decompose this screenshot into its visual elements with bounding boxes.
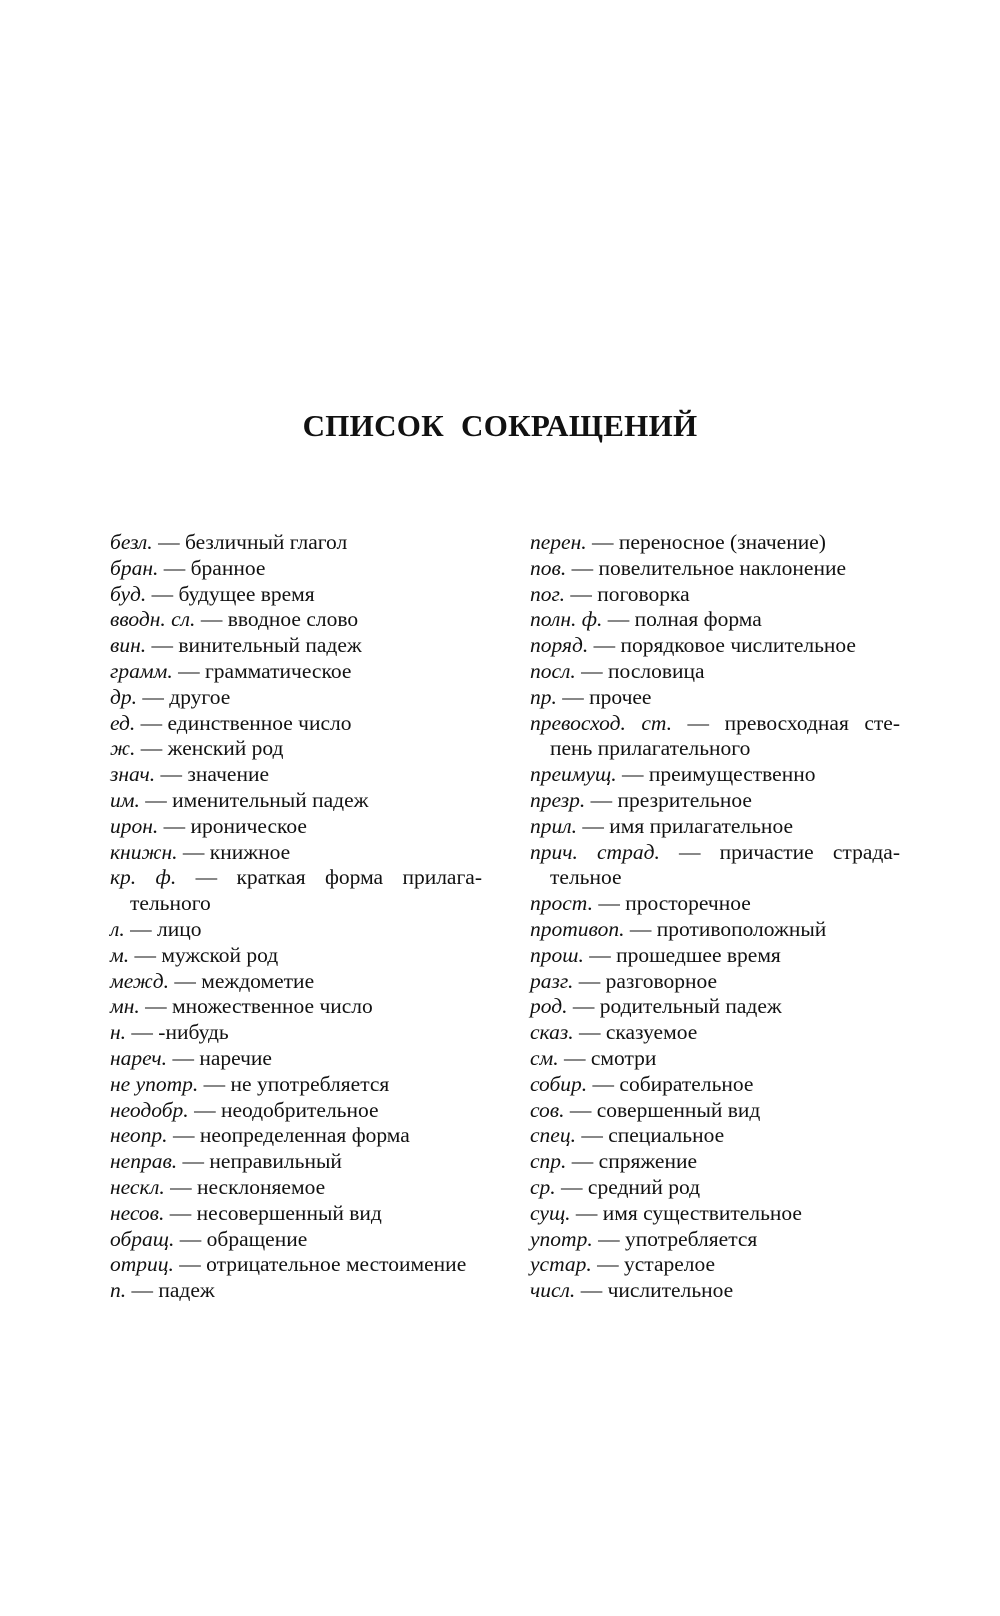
abbreviation-definition: причастие страда-тельное — [550, 839, 901, 890]
abbreviation-entry: прил. — имя прилагательное — [530, 813, 793, 838]
abbreviation-definition: книжное — [209, 839, 291, 864]
abbreviation-definition: совершенный вид — [596, 1097, 761, 1122]
abbreviation-entry: межд. — междометие — [110, 968, 315, 993]
abbreviation-entry: спец. — специальное — [530, 1123, 725, 1148]
abbreviation-definition: будущее время — [178, 581, 315, 606]
abbreviation-definition: преимущественно — [648, 762, 816, 787]
abbreviation-definition: сказуемое — [605, 1020, 698, 1045]
abbreviation-entry: др. — другое — [110, 684, 231, 709]
abbreviation-term: перен. — [530, 530, 587, 554]
abbreviation-term: превосход. ст. — [530, 710, 673, 735]
abbreviation-term: неопр. — [110, 1123, 168, 1148]
abbreviation-definition: прочее — [589, 684, 652, 709]
abbreviation-definition: не употребляется — [230, 1071, 390, 1096]
abbreviation-entry: пог. — поговорка — [530, 581, 690, 606]
abbreviation-term: устар. — [530, 1252, 592, 1277]
abbreviation-term: книжн. — [110, 839, 178, 864]
abbreviation-definition: специальное — [608, 1123, 725, 1148]
abbreviation-definition: спряжение — [598, 1149, 698, 1174]
abbreviation-term: полн. ф. — [530, 607, 603, 632]
abbreviation-entry: грамм. — грамматическое — [110, 658, 352, 683]
abbreviation-term: п. — [110, 1278, 127, 1303]
abbreviation-definition: множественное число — [172, 994, 373, 1019]
abbreviation-term: числ. — [530, 1278, 576, 1303]
abbreviation-definition: ироническое — [190, 813, 307, 838]
abbreviation-term: ирон. — [110, 813, 159, 838]
abbreviation-definition: бранное — [190, 555, 266, 580]
abbreviation-entry: род. — родительный падеж — [530, 994, 782, 1019]
abbreviation-entry: прост. — просторечное — [530, 891, 751, 916]
abbreviation-term: вин. — [110, 633, 147, 658]
abbreviation-entry: перен. — переносное (значение) — [530, 530, 826, 554]
abbreviation-entry: прош. — прошедшее время — [530, 942, 781, 967]
abbreviation-entry: противоп. — противоположный — [530, 916, 827, 941]
abbreviation-definition: несклоняемое — [196, 1174, 326, 1199]
abbreviation-term: спр. — [530, 1149, 567, 1174]
abbreviation-term: нескл. — [110, 1174, 165, 1199]
abbreviation-definition: употребляется — [624, 1226, 758, 1251]
abbreviation-term: ж. — [110, 736, 136, 761]
abbreviation-term: межд. — [110, 968, 169, 993]
abbreviation-definition: порядковое числительное — [620, 633, 856, 658]
abbreviation-term: см. — [530, 1045, 559, 1070]
page-title: СПИСОК СОКРАЩЕНИЙ — [302, 408, 698, 443]
abbreviation-entry: собир. — собирательное — [530, 1071, 754, 1096]
abbreviation-definition: собирательное — [619, 1071, 754, 1096]
abbreviation-entry: ед. — единственное число — [110, 710, 352, 735]
abbreviation-term: вводн. сл. — [110, 607, 196, 632]
abbreviation-entry: вводн. сл. — вводное слово — [110, 607, 359, 632]
abbreviation-entry: спр. — спряжение — [530, 1149, 698, 1174]
abbreviation-definition: междометие — [201, 968, 315, 993]
abbreviation-entry: обращ. — обращение — [110, 1226, 308, 1251]
abbreviation-term: ср. — [530, 1174, 556, 1199]
abbreviation-entry: ж. — женский род — [110, 736, 284, 761]
abbreviation-entry: не употр. — не употребляется — [110, 1071, 390, 1096]
abbreviation-term: не употр. — [110, 1071, 199, 1096]
abbreviation-term: сов. — [530, 1097, 565, 1122]
abbreviation-definition: превосходная сте-пень прилагательного — [550, 710, 900, 761]
abbreviation-definition: просторечное — [625, 891, 751, 916]
abbreviation-term: ед. — [110, 710, 136, 735]
abbreviation-definition: средний род — [587, 1174, 701, 1199]
abbreviation-entry: м. — мужской род — [110, 942, 279, 967]
abbreviation-term: прил. — [530, 813, 577, 838]
abbreviation-term: употр. — [530, 1226, 593, 1251]
abbreviation-definition: именительный падеж — [172, 787, 369, 812]
abbreviation-entry: л. — лицо — [110, 916, 202, 941]
abbreviation-term: знач. — [110, 762, 156, 787]
abbreviation-term: презр. — [530, 787, 586, 812]
abbreviation-entry: полн. ф. — полная форма — [530, 607, 762, 632]
abbreviation-definition: разговорное — [605, 968, 718, 993]
abbreviation-term: прош. — [530, 942, 584, 967]
abbreviation-term: обращ. — [110, 1226, 175, 1251]
abbreviation-term: неодобр. — [110, 1097, 189, 1122]
abbreviation-term: посл. — [530, 658, 576, 683]
abbreviation-definition: полная форма — [634, 607, 762, 632]
abbreviation-term: неправ. — [110, 1149, 178, 1174]
abbreviation-definition: мужской род — [161, 942, 279, 967]
abbreviation-entry: неправ. — неправильный — [110, 1149, 342, 1174]
abbreviation-term: мн. — [110, 994, 140, 1019]
abbreviation-term: нареч. — [110, 1045, 168, 1070]
abbreviation-term: л. — [110, 916, 125, 941]
abbreviation-term: поряд. — [530, 633, 589, 658]
abbreviation-term: кр. ф. — [110, 865, 177, 890]
abbreviation-definition: падеж — [158, 1278, 215, 1303]
abbreviation-definition: обращение — [206, 1226, 308, 1251]
abbreviation-entry: кр. ф. — краткая форма прилага-тельного — [110, 865, 482, 916]
abbreviation-term: бран. — [110, 555, 159, 580]
abbreviation-term: спец. — [530, 1123, 576, 1148]
abbreviation-entry: сущ. — имя существительное — [530, 1200, 802, 1225]
abbreviation-term: пог. — [530, 581, 565, 606]
abbreviation-definition: имя прилагательное — [609, 813, 793, 838]
abbreviation-definition: имя существительное — [602, 1200, 802, 1225]
abbreviation-entry: презр. — презрительное — [530, 787, 752, 812]
abbreviation-definition: -нибудь — [158, 1020, 229, 1045]
abbreviation-term: отриц. — [110, 1252, 174, 1277]
abbreviation-definition: противоположный — [656, 916, 827, 941]
abbreviation-entry: сказ. — сказуемое — [530, 1020, 698, 1045]
abbreviation-term: пр. — [530, 684, 557, 709]
abbreviation-entry: сов. — совершенный вид — [530, 1097, 761, 1122]
abbreviation-definition: переносное (значение) — [618, 530, 826, 554]
abbreviation-term: им. — [110, 787, 140, 812]
abbreviation-entry: бран. — бранное — [110, 555, 266, 580]
abbreviation-definition: неопределенная форма — [199, 1123, 410, 1148]
abbreviation-entry: преимущ. — преимущественно — [530, 762, 816, 787]
abbreviation-entry: пов. — повелительное наклонение — [530, 555, 847, 580]
abbreviation-term: разг. — [530, 968, 574, 993]
abbreviation-entry: разг. — разговорное — [530, 968, 718, 993]
abbreviation-entry: вин. — винительный падеж — [110, 633, 362, 658]
abbreviation-definition: грамматическое — [204, 658, 352, 683]
abbreviation-entry: п. — падеж — [110, 1278, 215, 1303]
abbreviation-definition: женский род — [167, 736, 284, 761]
abbreviation-entry: отриц. — отрицательное местоимение — [110, 1252, 467, 1277]
abbreviation-term: сказ. — [530, 1020, 574, 1045]
abbreviation-definition: неправильный — [209, 1149, 342, 1174]
abbreviation-list-right — [530, 530, 900, 1304]
abbreviation-definition: единственное число — [167, 710, 352, 735]
abbreviation-entry: нескл. — несклоняемое — [110, 1174, 326, 1199]
abbreviation-entry: мн. — множественное число — [110, 994, 373, 1019]
abbreviation-definition: вводное слово — [227, 607, 359, 632]
abbreviation-entry: числ. — числительное — [530, 1278, 734, 1303]
abbreviation-entry: пр. — прочее — [530, 684, 652, 709]
abbreviation-entry: книжн. — книжное — [110, 839, 291, 864]
abbreviation-entry: несов. — несовершенный вид — [110, 1200, 382, 1225]
abbreviation-entry: см. — смотри — [530, 1045, 657, 1070]
abbreviation-entry: ср. — средний род — [530, 1174, 701, 1199]
abbreviation-term: грамм. — [110, 658, 173, 683]
abbreviation-term: прич. страд. — [530, 839, 660, 864]
abbreviation-definition: родительный падеж — [599, 994, 782, 1019]
abbreviation-definition: несовершенный вид — [196, 1200, 382, 1225]
abbreviation-entry: буд. — будущее время — [110, 581, 315, 606]
abbreviation-definition: числительное — [607, 1278, 734, 1303]
abbreviation-definition: другое — [169, 684, 231, 709]
abbreviation-definition: поговорка — [597, 581, 690, 606]
abbreviation-term: буд. — [110, 581, 147, 606]
abbreviation-definition: значение — [187, 762, 269, 787]
abbreviation-definition: лицо — [157, 916, 202, 941]
abbreviation-term: прост. — [530, 891, 593, 916]
abbreviation-term: противоп. — [530, 916, 625, 941]
abbreviation-entry: употр. — употребляется — [530, 1226, 758, 1251]
abbreviation-entry: безл. — безличный глагол — [110, 530, 348, 554]
abbreviation-entry: н. — -нибудь — [110, 1020, 229, 1045]
abbreviation-entry: нареч. — наречие — [110, 1045, 272, 1070]
abbreviation-definition: наречие — [199, 1045, 272, 1070]
abbreviation-entry: неопр. — неопределенная форма — [110, 1123, 410, 1148]
abbreviation-definition: прошедшее время — [616, 942, 781, 967]
abbreviation-list-left — [110, 530, 482, 1304]
abbreviation-entry: ирон. — ироническое — [110, 813, 307, 838]
abbreviation-definition: отрицательное местоимение — [206, 1252, 467, 1277]
abbreviation-entry: устар. — устарелое — [530, 1252, 716, 1277]
abbreviation-entry: прич. страд. — причастие страда-тельное — [530, 839, 901, 890]
abbreviation-definition: безличный глагол — [184, 530, 348, 554]
abbreviation-term: род. — [530, 994, 568, 1019]
abbreviation-term: преимущ. — [530, 762, 617, 787]
abbreviation-term: др. — [110, 684, 138, 709]
abbreviation-entry: посл. — пословица — [530, 658, 705, 683]
abbreviation-definition: устарелое — [624, 1252, 716, 1277]
abbreviation-definition: пословица — [608, 658, 705, 683]
abbreviation-entry: неодобр. — неодобрительное — [110, 1097, 379, 1122]
abbreviation-term: м. — [110, 942, 130, 967]
abbreviation-entry: поряд. — порядковое числительное — [530, 633, 856, 658]
abbreviation-definition: краткая форма прилага-тельного — [130, 865, 482, 916]
abbreviation-entry: превосход. ст. — превосходная сте-пень прилагательного — [530, 710, 900, 761]
abbreviation-term: собир. — [530, 1071, 588, 1096]
abbreviation-term: несов. — [110, 1200, 165, 1225]
abbreviation-definition: смотри — [590, 1045, 657, 1070]
abbreviation-definition: презрительное — [617, 787, 752, 812]
abbreviation-term: безл. — [110, 530, 153, 554]
abbreviation-term: н. — [110, 1020, 127, 1045]
abbreviation-definition: неодобрительное — [220, 1097, 379, 1122]
abbreviation-definition: винительный падеж — [178, 633, 362, 658]
abbreviation-definition: повелительное наклонение — [598, 555, 847, 580]
abbreviation-term: пов. — [530, 555, 567, 580]
abbreviation-entry: им. — именительный падеж — [110, 787, 369, 812]
abbreviation-entry: знач. — значение — [110, 762, 269, 787]
abbreviation-term: сущ. — [530, 1200, 571, 1225]
